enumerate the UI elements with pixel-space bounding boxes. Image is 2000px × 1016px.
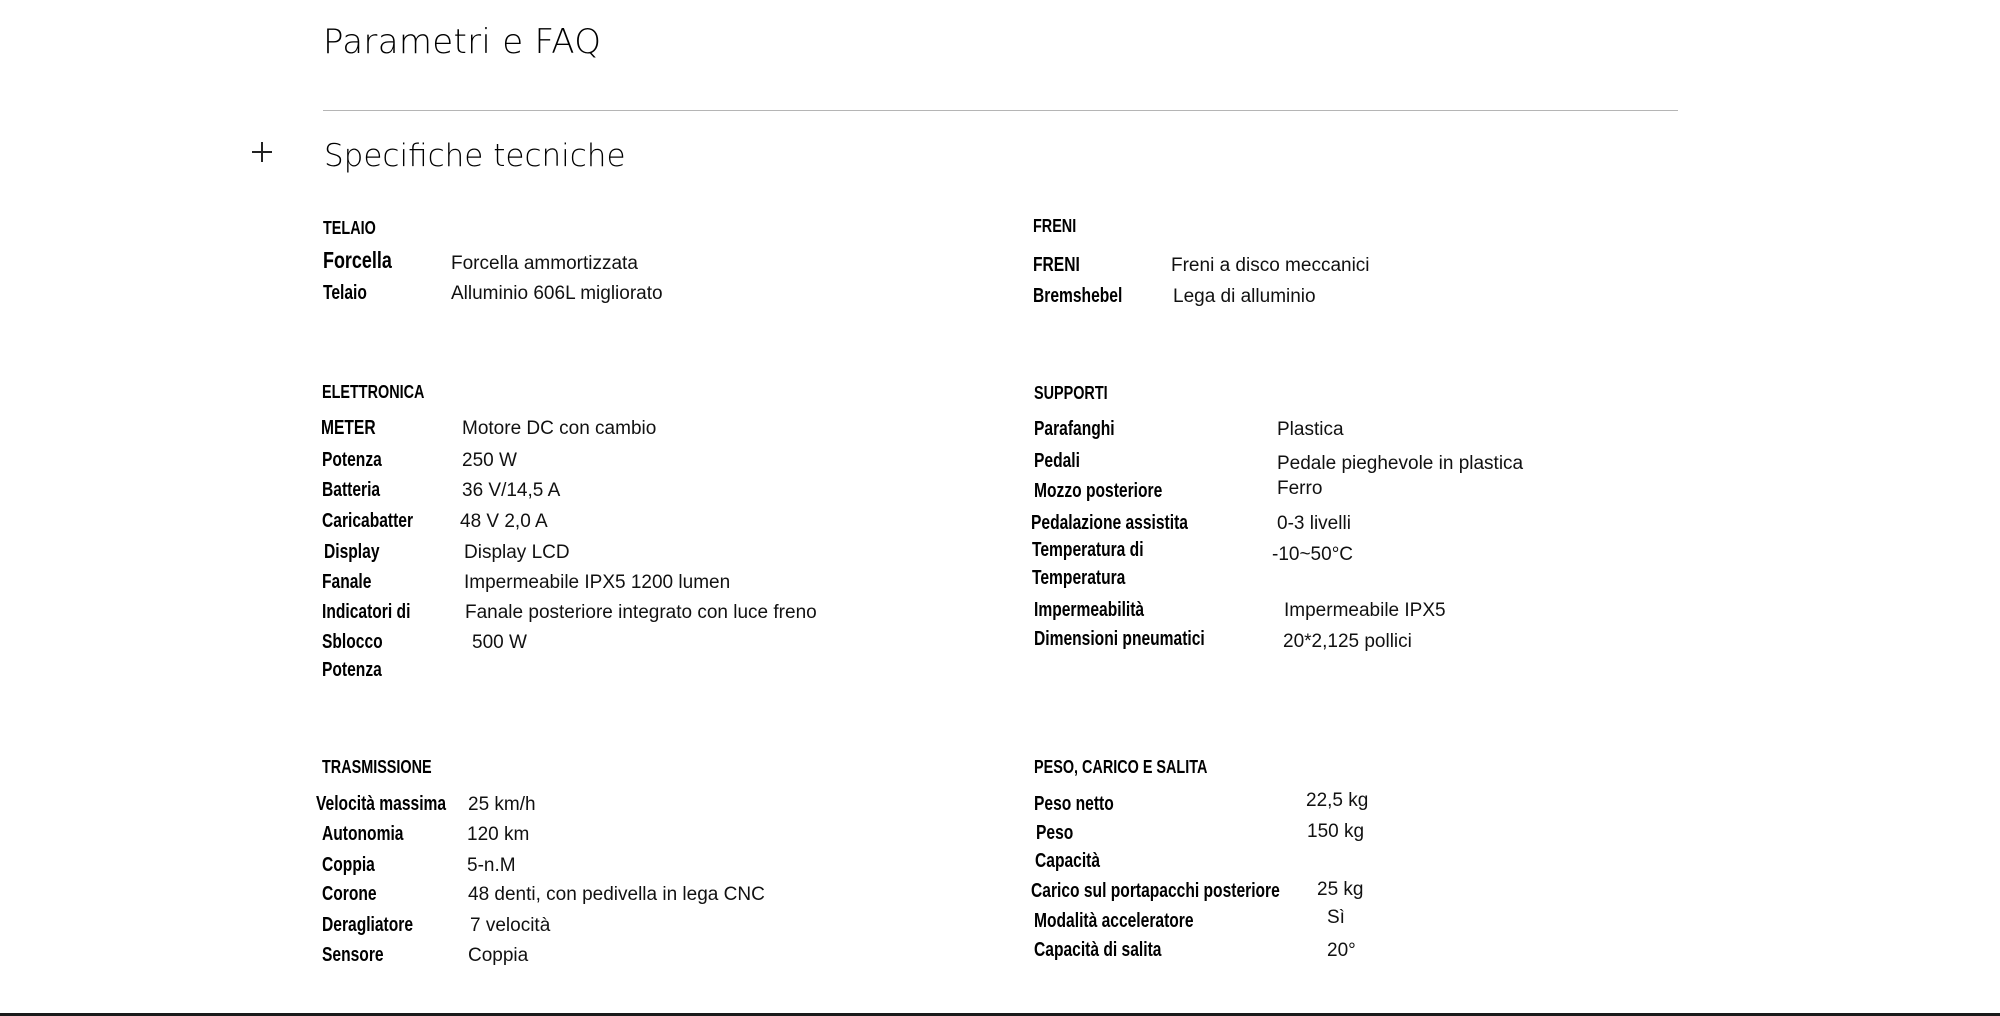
spec-label: Capacità di salita xyxy=(1034,939,1162,961)
spec-label: Temperatura xyxy=(1032,567,1126,589)
plus-icon[interactable] xyxy=(250,140,274,164)
spec-label: FRENI xyxy=(1033,254,1080,276)
spec-value: 20*2,125 pollici xyxy=(1283,631,1412,652)
spec-label: Indicatori di xyxy=(322,601,411,623)
spec-label: METER xyxy=(321,417,376,439)
spec-label: Pedalazione assistita xyxy=(1031,512,1188,534)
spec-label: Peso xyxy=(1036,822,1074,844)
spec-value: Display LCD xyxy=(464,542,570,563)
spec-value: 48 denti, con pedivella in lega CNC xyxy=(468,884,765,905)
spec-label: Impermeabilità xyxy=(1034,599,1145,621)
spec-label: Potenza xyxy=(322,659,382,681)
spec-label: Autonomia xyxy=(322,823,404,845)
spec-value: Motore DC con cambio xyxy=(462,418,657,439)
spec-value: 20° xyxy=(1327,940,1356,961)
spec-label: Batteria xyxy=(322,479,381,501)
spec-label: Pedali xyxy=(1034,450,1080,472)
block-heading: FRENI xyxy=(1033,216,1077,236)
spec-value: 250 W xyxy=(462,450,517,471)
spec-label: Deragliatore xyxy=(322,914,414,936)
spec-label: Fanale xyxy=(322,571,372,593)
block-heading: PESO, CARICO E SALITA xyxy=(1034,757,1208,777)
spec-label: Telaio xyxy=(323,282,367,304)
spec-label: Corone xyxy=(322,883,377,905)
block-heading: ELETTRONICA xyxy=(322,382,425,402)
spec-value: Forcella ammortizzata xyxy=(451,253,638,274)
spec-value: Alluminio 606L migliorato xyxy=(451,283,663,304)
spec-value: -10~50°C xyxy=(1272,544,1354,565)
spec-label: Carico sul portapacchi posteriore xyxy=(1031,880,1280,902)
block-heading: SUPPORTI xyxy=(1034,383,1108,403)
spec-label: Display xyxy=(324,541,380,563)
spec-value: Plastica xyxy=(1277,419,1344,440)
spec-value: 7 velocità xyxy=(470,915,551,936)
page-title: Parametri e FAQ xyxy=(323,22,602,62)
spec-label: Forcella xyxy=(323,247,392,273)
spec-value: Sì xyxy=(1327,907,1345,928)
spec-value: Fanale posteriore integrato con luce freno xyxy=(465,602,817,623)
spec-value: Ferro xyxy=(1277,478,1323,499)
spec-label: Sblocco xyxy=(322,631,383,653)
spec-label: Capacità xyxy=(1035,850,1101,872)
spec-label: Mozzo posteriore xyxy=(1034,480,1163,502)
spec-label: Modalità acceleratore xyxy=(1034,910,1194,932)
spec-value: 0-3 livelli xyxy=(1277,513,1351,534)
spec-label: Caricabatter xyxy=(322,510,414,532)
spec-value: 25 kg xyxy=(1317,879,1364,900)
spec-label: Bremshebel xyxy=(1033,285,1123,307)
spec-label: Potenza xyxy=(322,449,382,471)
spec-value: 120 km xyxy=(467,824,530,845)
spec-value: 5-n.M xyxy=(467,855,516,876)
spec-label: Coppia xyxy=(322,854,375,876)
spec-label: Peso netto xyxy=(1034,793,1114,815)
spec-value: 36 V/14,5 A xyxy=(462,480,561,501)
spec-value: 150 kg xyxy=(1307,821,1365,842)
spec-value: 25 km/h xyxy=(468,794,536,815)
spec-label: Dimensioni pneumatici xyxy=(1034,628,1205,650)
spec-label: Temperatura di xyxy=(1032,539,1144,561)
spec-label: Parafanghi xyxy=(1034,418,1115,440)
spec-value: Pedale pieghevole in plastica xyxy=(1277,453,1524,474)
section-title[interactable]: Specifiche tecniche xyxy=(324,138,626,174)
spec-value: Coppia xyxy=(468,945,529,966)
spec-value: Impermeabile IPX5 1200 lumen xyxy=(464,572,731,593)
spec-value: 48 V 2,0 A xyxy=(460,511,548,532)
spec-value: Freni a disco meccanici xyxy=(1171,255,1370,276)
spec-value: 500 W xyxy=(472,632,527,653)
title-divider xyxy=(323,110,1678,111)
spec-label: Velocità massima xyxy=(316,793,447,815)
block-heading: TRASMISSIONE xyxy=(322,757,432,777)
spec-label: Sensore xyxy=(322,944,384,966)
block-heading: TELAIO xyxy=(323,218,376,238)
spec-value: Lega di alluminio xyxy=(1173,286,1316,307)
spec-value: 22,5 kg xyxy=(1306,790,1369,811)
spec-value: Impermeabile IPX5 xyxy=(1284,600,1446,621)
